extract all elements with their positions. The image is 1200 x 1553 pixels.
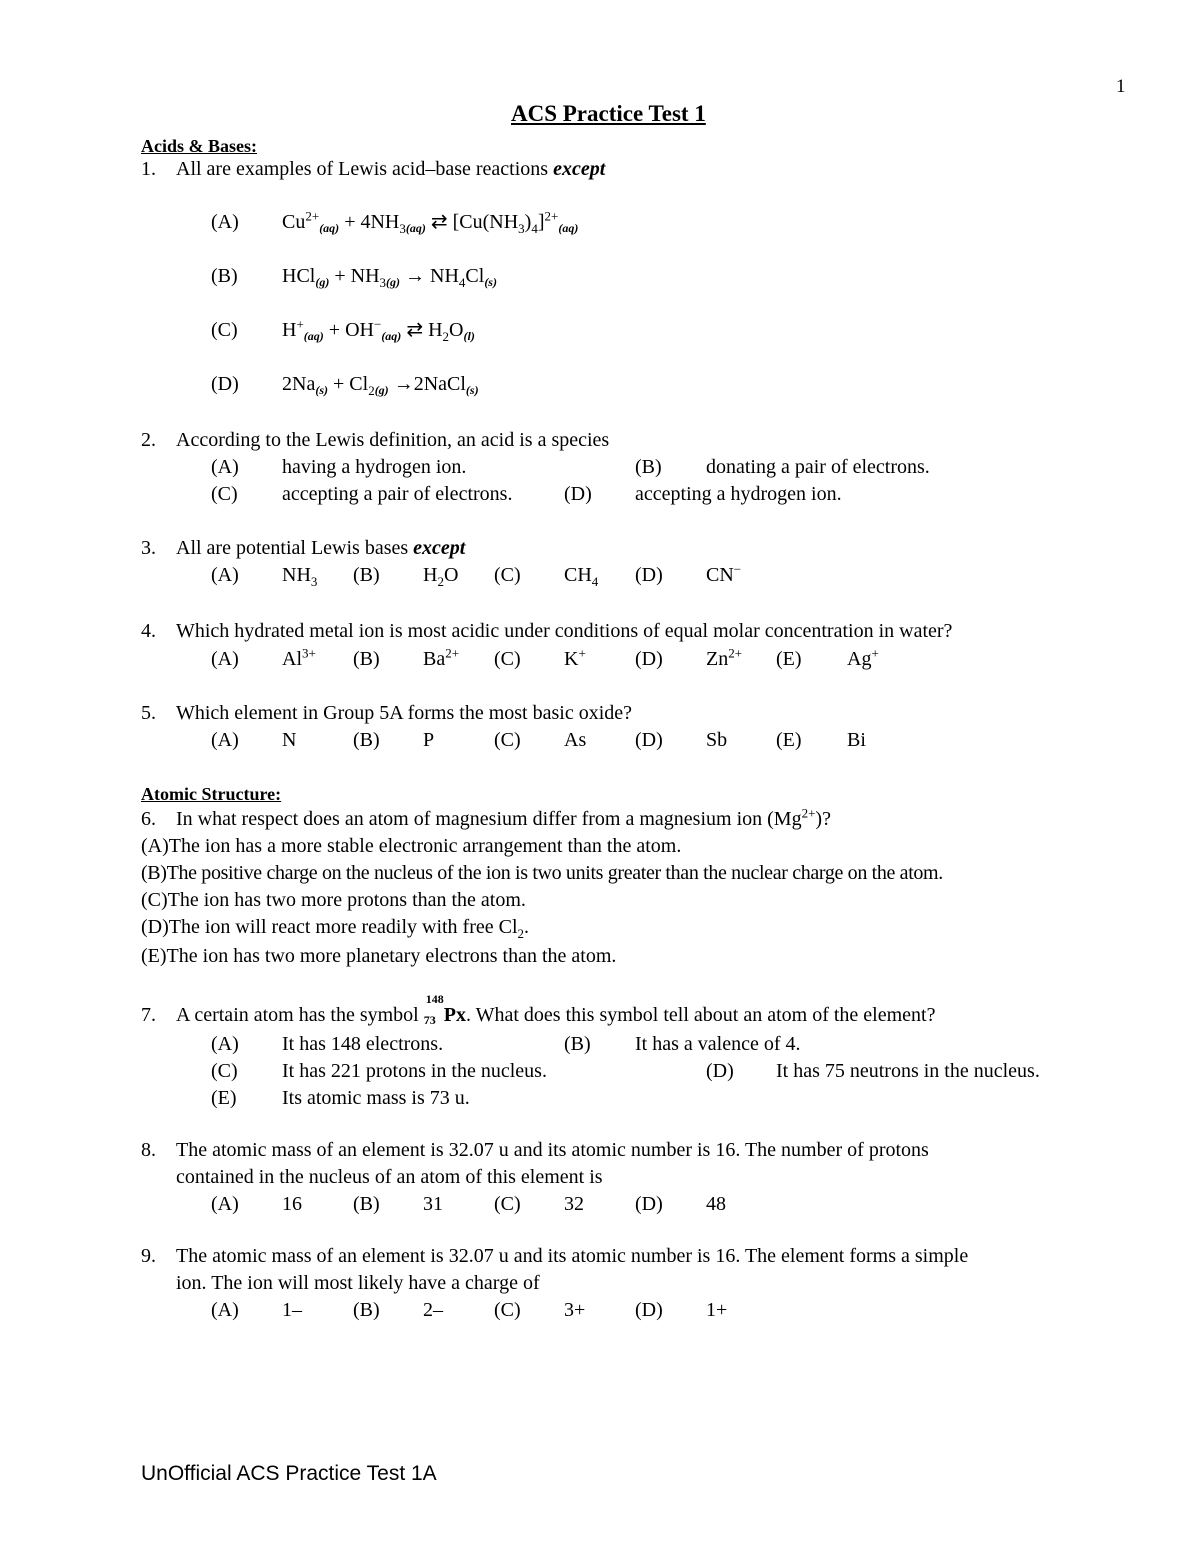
q8-option-label-d: (D) (635, 1193, 663, 1215)
q8-option-c: 32 (564, 1193, 584, 1215)
q1-equation-a: $Cu^{2+}_{(aq)} + 4NH_{3(aq)}$ ⇄ $[Cu(NH_3)_4]^{2+}_{(aq)}$ (282, 208, 579, 236)
q7-stem: A certain atom has the symbol 148 73 Px. What does this symbol tell about an atom of the element? (176, 992, 936, 1027)
q7-option-label-a: (A) (211, 1033, 239, 1055)
q3-number: 3. (141, 537, 156, 559)
q4-option-c: K+ (564, 645, 586, 670)
q2-option-c: accepting a pair of electrons. (282, 483, 513, 505)
q2-number: 2. (141, 429, 156, 451)
q8-option-a: 16 (282, 1193, 302, 1215)
q5-option-label-e: (E) (776, 729, 802, 751)
q5-option-label-b: (B) (353, 729, 380, 751)
q9-option-a: 1– (282, 1299, 302, 1321)
page-title: ACS Practice Test 1 (511, 101, 706, 126)
q1-option-label-c: (C) (211, 319, 238, 341)
q9-stem-line-2: ion. The ion will most likely have a charge of (176, 1272, 540, 1294)
q8-stem-line-2: contained in the nucleus of an atom of this element is (176, 1166, 603, 1188)
q5-option-a: N (282, 729, 297, 751)
q2-option-label-d: (D) (564, 483, 592, 505)
q6-option-a: (A)The ion has a more stable electronic arrangement than the atom. (141, 835, 682, 857)
q9-option-d: 1+ (706, 1299, 728, 1321)
q2-option-d: accepting a hydrogen ion. (635, 483, 842, 505)
q9-option-b: 2– (423, 1299, 443, 1321)
q7-option-label-d: (D) (706, 1060, 734, 1082)
q6-option-d: (D)The ion will react more readily with free $Cl_2$. (141, 916, 530, 941)
q8-number: 8. (141, 1139, 156, 1161)
q8-option-label-b: (B) (353, 1193, 380, 1215)
q4-number: 4. (141, 620, 156, 642)
section-heading-acids-bases: Acids & Bases: (141, 136, 257, 156)
q1-equation-d: $2Na_{(s)} + Cl_{2(g)}$ →2NaCl$_{(s)}$ (282, 373, 479, 398)
q1-stem: All are examples of Lewis acid–base reactions except (176, 158, 606, 180)
q6-number: 6. (141, 808, 156, 830)
q4-option-label-e: (E) (776, 648, 802, 670)
nuclide-symbol: 148 73 (423, 992, 444, 1027)
q6-option-b: (B)The positive charge on the nucleus of the ion is two units greater than the nuclear charge on the atom. (141, 862, 943, 884)
q9-option-label-c: (C) (494, 1299, 521, 1321)
q3-option-c: $CH_4$ (564, 564, 599, 589)
q5-option-label-a: (A) (211, 729, 239, 751)
q7-option-d: It has 75 neutrons in the nucleus. (776, 1060, 1040, 1082)
q9-option-label-d: (D) (635, 1299, 663, 1321)
q1-equation-c: $H^+_{(aq)} + OH^-_{(aq)}$ ⇄ $H_2O_{(l)}$ (282, 316, 475, 344)
q4-stem: Which hydrated metal ion is most acidic under conditions of equal molar concentration in water? (176, 620, 953, 642)
q3-option-label-c: (C) (494, 564, 521, 586)
q7-option-label-e: (E) (211, 1087, 237, 1109)
q4-option-b: $Ba^{2+}$ (423, 645, 460, 670)
q9-option-label-b: (B) (353, 1299, 380, 1321)
q1-option-label-a: (A) (211, 211, 239, 233)
q1-option-label-b: (B) (211, 265, 238, 287)
q3-option-label-b: (B) (353, 564, 380, 586)
q2-option-label-a: (A) (211, 456, 239, 478)
q7-option-label-c: (C) (211, 1060, 238, 1082)
q1-equation-b: $HCl_{(g)} + NH_{3(g)} \to NH_4Cl_{(s)}$ (282, 265, 497, 290)
q8-option-label-a: (A) (211, 1193, 239, 1215)
q3-option-b: $H_2O$ (423, 564, 459, 589)
q5-option-label-c: (C) (494, 729, 521, 751)
q8-option-label-c: (C) (494, 1193, 521, 1215)
q7-option-e: Its atomic mass is 73 u. (282, 1087, 470, 1109)
q3-option-d: CN− (706, 561, 742, 586)
q4-option-d: $Zn^{2+}$ (706, 645, 743, 670)
q5-option-d: Sb (706, 729, 728, 751)
q4-option-label-b: (B) (353, 648, 380, 670)
q8-stem-line-1: The atomic mass of an element is 32.07 u and its atomic number is 16. The number of protons (176, 1139, 929, 1161)
q3-option-label-d: (D) (635, 564, 663, 586)
q6-stem: In what respect does an atom of magnesium differ from a magnesium ion $(Mg^{2+})$? (176, 805, 831, 830)
q4-option-a: $Al^{3+}$ (282, 645, 316, 670)
q7-option-b: It has a valence of 4. (635, 1033, 801, 1055)
q6-option-c: (C)The ion has two more protons than the atom. (141, 889, 526, 911)
q8-option-d: 48 (706, 1193, 726, 1215)
q9-number: 9. (141, 1245, 156, 1267)
q3-option-label-a: (A) (211, 564, 239, 586)
q5-option-e: Bi (847, 729, 866, 751)
q4-option-e: Ag+ (847, 645, 879, 670)
q5-stem: Which element in Group 5A forms the most basic oxide? (176, 702, 633, 724)
q2-stem: According to the Lewis definition, an acid is a species (176, 429, 610, 451)
q9-option-label-a: (A) (211, 1299, 239, 1321)
q7-option-label-b: (B) (564, 1033, 591, 1055)
q3-stem: All are potential Lewis bases except (176, 537, 466, 559)
q5-option-c: As (564, 729, 587, 751)
q9-stem-line-1: The atomic mass of an element is 32.07 u and its atomic number is 16. The element forms a simple (176, 1245, 969, 1267)
q1-number: 1. (141, 158, 156, 180)
q6-option-e: (E)The ion has two more planetary electrons than the atom. (141, 945, 617, 967)
q2-option-a: having a hydrogen ion. (282, 456, 467, 478)
page-number: 1 (1116, 76, 1126, 97)
q7-option-c: It has 221 protons in the nucleus. (282, 1060, 547, 1082)
q9-option-c: 3+ (564, 1299, 586, 1321)
q4-option-label-d: (D) (635, 648, 663, 670)
q4-option-label-c: (C) (494, 648, 521, 670)
q2-option-label-b: (B) (635, 456, 662, 478)
q1-option-label-d: (D) (211, 373, 239, 395)
q7-option-a: It has 148 electrons. (282, 1033, 444, 1055)
q5-option-label-d: (D) (635, 729, 663, 751)
q7-number: 7. (141, 1004, 156, 1026)
q8-option-b: 31 (423, 1193, 443, 1215)
page-footer: UnOfficial ACS Practice Test 1A (141, 1462, 437, 1485)
q4-option-label-a: (A) (211, 648, 239, 670)
q5-option-b: P (423, 729, 435, 751)
section-heading-atomic-structure: Atomic Structure: (141, 784, 282, 804)
q2-option-label-c: (C) (211, 483, 238, 505)
q2-option-b: donating a pair of electrons. (706, 456, 930, 478)
q5-number: 5. (141, 702, 156, 724)
q3-option-a: $NH_3$ (282, 564, 318, 589)
